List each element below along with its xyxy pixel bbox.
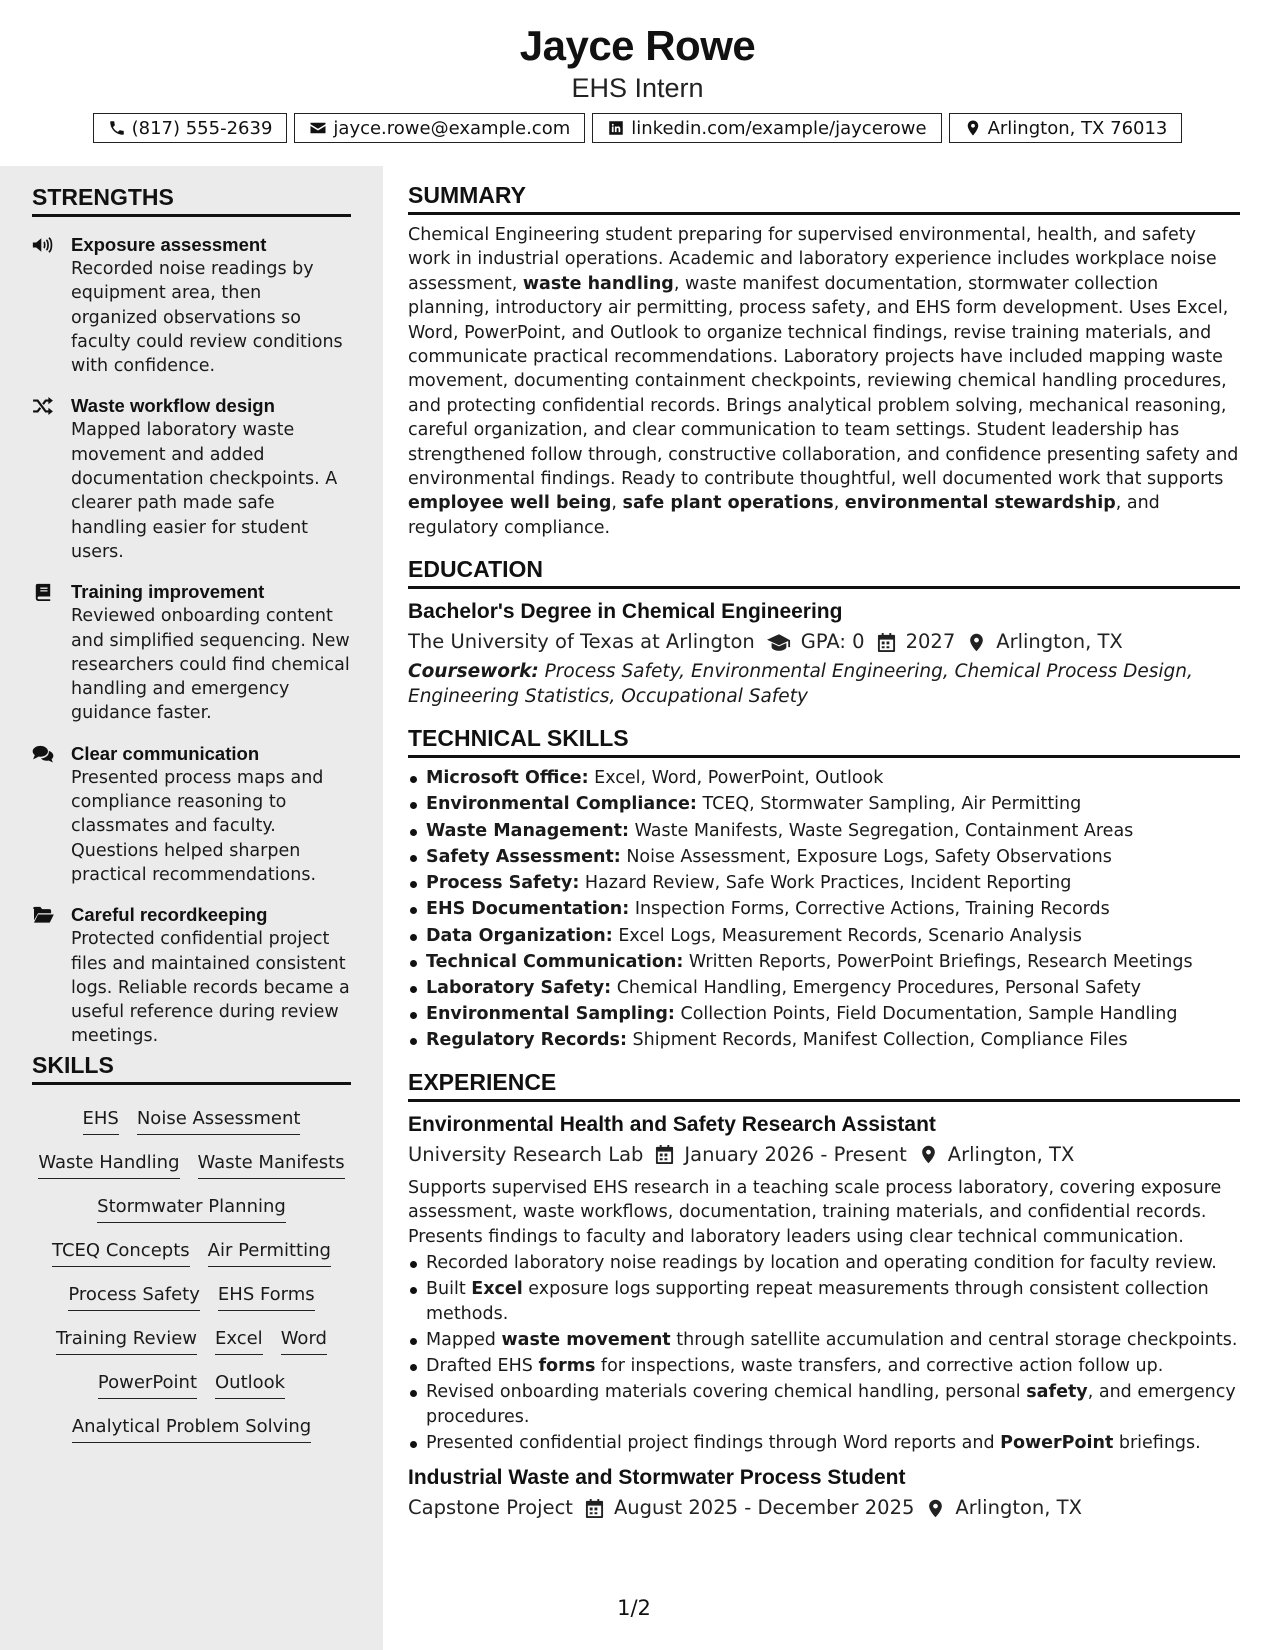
emphasis-text: Excel bbox=[471, 1279, 523, 1300]
contact-email[interactable] bbox=[294, 113, 585, 143]
contact-location-text: Arlington, TX 76013 bbox=[987, 117, 1168, 139]
strength-desc: Protected confidential project files and maintained consistent logs. Reliable records became a useful reference during review meetings. bbox=[71, 929, 350, 1047]
job-title: Industrial Waste and Stormwater Process Student bbox=[408, 1466, 906, 1490]
skill-tag: Process Safety bbox=[68, 1282, 200, 1311]
text-run: , bbox=[611, 493, 623, 514]
skill-category: Safety Assessment: bbox=[426, 846, 621, 867]
contact-linkedin[interactable] bbox=[592, 113, 941, 143]
job-location: Arlington, TX bbox=[947, 1142, 1075, 1166]
skill-values: Waste Manifests, Waste Segregation, Containment Areas bbox=[629, 820, 1134, 841]
school-location: Arlington, TX bbox=[996, 630, 1123, 654]
skill-category: Waste Management: bbox=[426, 820, 630, 841]
experience-heading: EXPERIENCE bbox=[408, 1069, 1240, 1102]
calendar-icon bbox=[877, 633, 896, 652]
sidebar bbox=[0, 166, 383, 1650]
technical-skills-heading: TECHNICAL SKILLS bbox=[408, 725, 1240, 758]
strengths-section bbox=[32, 184, 351, 1049]
text-run: , and regulatory compliance. bbox=[408, 493, 1160, 538]
text-run: Revised onboarding materials covering chemical handling, personal bbox=[426, 1382, 1027, 1403]
contact-email-text: jayce.rowe@example.com bbox=[333, 117, 571, 139]
skills-section bbox=[32, 1052, 351, 1443]
list-item bbox=[408, 1431, 1240, 1455]
skill-category: Data Organization: bbox=[426, 925, 613, 946]
skill-category: Technical Communication: bbox=[426, 951, 684, 972]
strength-title: Exposure assessment bbox=[71, 234, 267, 255]
skill-category: Regulatory Records: bbox=[426, 1030, 627, 1051]
calendar-icon bbox=[655, 1145, 674, 1164]
skill-values: TCEQ, Stormwater Sampling, Air Permitting bbox=[696, 794, 1082, 815]
volume-icon bbox=[32, 236, 54, 254]
skill-values: Noise Assessment, Exposure Logs, Safety Observations bbox=[620, 846, 1112, 867]
skill-tag: Training Review bbox=[56, 1326, 197, 1355]
text-run: exposure logs supporting repeat measurements through consistent collection methods. bbox=[426, 1279, 1209, 1324]
emphasis-text: environmental stewardship bbox=[844, 493, 1116, 514]
skill-tag: EHS Forms bbox=[218, 1282, 315, 1311]
text-run: , and emergency procedures. bbox=[426, 1382, 1236, 1427]
job-meta bbox=[408, 1140, 1240, 1170]
list-item bbox=[408, 950, 1240, 974]
coursework-list: Process Safety, Environmental Engineering, Chemical Process Design, Engineering Statistics, Occupational Safety bbox=[408, 661, 1193, 707]
skill-category: EHS Documentation: bbox=[426, 899, 630, 920]
text-run: , bbox=[833, 493, 845, 514]
skill-category: Process Safety: bbox=[426, 873, 580, 894]
folder-open-icon bbox=[32, 906, 54, 924]
strength-title: Careful recordkeeping bbox=[71, 904, 268, 926]
list-item bbox=[408, 845, 1240, 869]
list-item bbox=[408, 1028, 1240, 1052]
map-pin-icon bbox=[964, 119, 982, 137]
skill-values: Shipment Records, Manifest Collection, Compliance Files bbox=[626, 1030, 1128, 1051]
candidate-name: Jayce Rowe bbox=[519, 22, 756, 69]
degree-title: Bachelor's Degree in Chemical Engineering bbox=[408, 600, 843, 624]
page-number: 1/2 bbox=[617, 1596, 651, 1620]
book-icon bbox=[32, 583, 54, 601]
skill-tag: Air Permitting bbox=[208, 1238, 331, 1267]
emphasis-text: safe plant operations bbox=[622, 493, 834, 514]
job-title: Environmental Health and Safety Research Assistant bbox=[408, 1112, 936, 1136]
strength-item bbox=[32, 903, 351, 1048]
skills-tag-list bbox=[32, 1091, 351, 1443]
experience-section bbox=[408, 1069, 1240, 1523]
shuffle-icon bbox=[32, 397, 54, 415]
job-meta bbox=[408, 1493, 1240, 1523]
comments-icon bbox=[32, 745, 54, 763]
map-pin-icon bbox=[926, 1499, 945, 1518]
job-dates: August 2025 - December 2025 bbox=[613, 1496, 915, 1520]
text-run: Presented confidential project findings through Word reports and bbox=[426, 1432, 1001, 1453]
summary-heading: SUMMARY bbox=[408, 182, 1240, 215]
calendar-icon bbox=[585, 1499, 604, 1518]
strength-title: Waste workflow design bbox=[71, 395, 275, 417]
main-content bbox=[408, 166, 1240, 1523]
gpa: GPA: 0 bbox=[800, 630, 865, 654]
skill-category: Environmental Sampling: bbox=[426, 1004, 675, 1025]
list-item bbox=[408, 897, 1240, 921]
list-item bbox=[408, 819, 1240, 843]
list-item bbox=[408, 1277, 1240, 1326]
skill-category: Microsoft Office: bbox=[426, 768, 589, 789]
contact-phone[interactable] bbox=[93, 113, 288, 143]
list-item bbox=[408, 976, 1240, 1000]
job-location: Arlington, TX bbox=[955, 1496, 1082, 1520]
technical-skills-section bbox=[408, 725, 1240, 1052]
job-entry bbox=[408, 1110, 1240, 1455]
emphasis-text: waste handling bbox=[522, 273, 674, 294]
skill-values: Chemical Handling, Emergency Procedures, Personal Safety bbox=[611, 977, 1141, 998]
technical-skills-list bbox=[408, 766, 1240, 1052]
skill-tag: Waste Handling bbox=[38, 1150, 179, 1179]
resume-header bbox=[0, 0, 1275, 166]
list-item bbox=[408, 1354, 1240, 1378]
skill-tag: Outlook bbox=[215, 1370, 285, 1399]
strength-item bbox=[32, 742, 351, 887]
skill-values: Hazard Review, Safe Work Practices, Incident Reporting bbox=[579, 873, 1072, 894]
job-org: Capstone Project bbox=[408, 1496, 573, 1520]
text-run: Drafted EHS bbox=[426, 1355, 539, 1376]
job-entry bbox=[408, 1463, 1240, 1523]
map-pin-icon bbox=[967, 633, 986, 652]
list-item bbox=[408, 1251, 1240, 1275]
skill-tag: Stormwater Planning bbox=[97, 1194, 286, 1223]
strengths-heading: STRENGTHS bbox=[32, 184, 351, 217]
summary-section bbox=[408, 182, 1240, 540]
emphasis-text: employee well being bbox=[408, 493, 612, 514]
text-run: for inspections, waste transfers, and corrective action follow up. bbox=[595, 1355, 1164, 1376]
contact-phone-text: (817) 555-2639 bbox=[131, 117, 273, 139]
text-run: Built bbox=[426, 1279, 472, 1300]
education-section bbox=[408, 556, 1240, 709]
linkedin-icon bbox=[607, 119, 625, 137]
skill-values: Inspection Forms, Corrective Actions, Training Records bbox=[629, 899, 1110, 920]
coursework-label: Coursework: bbox=[408, 661, 539, 683]
skill-tag: PowerPoint bbox=[98, 1370, 197, 1399]
education-meta bbox=[408, 627, 1240, 657]
text-run: , waste manifest documentation, stormwater collection planning, introductory air permitting, process safety, and EHS form development. Uses Excel, Word, PowerPoint, and Outlook to organize technical findings, revise training materials, and communicate practical recommendations. Laboratory projects have included mapping waste movement, documenting containment checkpoints, reviewing chemical handling procedures, and protecting confidential records. Brings analytical problem solving, mechanical reasoning, careful organization, and clear communication to team settings. Student leadership has strengthened follow through, constructive collaboration, and confidence presenting safety and environmental findings. Ready to contribute thoughtful, well documented work that supports bbox=[408, 273, 1239, 490]
strength-item bbox=[32, 580, 351, 725]
strength-title: Training improvement bbox=[71, 581, 265, 603]
list-item bbox=[408, 1380, 1240, 1429]
skill-tag: Analytical Problem Solving bbox=[72, 1414, 311, 1443]
skill-tag: Noise Assessment bbox=[137, 1106, 301, 1135]
list-item bbox=[408, 924, 1240, 948]
skill-tag: EHS bbox=[83, 1106, 119, 1135]
contact-location bbox=[949, 113, 1183, 143]
contact-bar bbox=[0, 113, 1275, 143]
skill-values: Written Reports, PowerPoint Briefings, Research Meetings bbox=[683, 951, 1193, 972]
emphasis-text: PowerPoint bbox=[1000, 1432, 1114, 1453]
candidate-role: EHS Intern bbox=[571, 73, 704, 103]
job-summary: Supports supervised EHS research in a teaching scale process laboratory, covering exposure assessment, waste workflows, documentation, training materials, and confidential records. Presents findings to faculty and laboratory leaders using clear technical communication. bbox=[408, 1177, 1222, 1247]
skill-category: Laboratory Safety: bbox=[426, 977, 612, 998]
skill-values: Excel, Word, PowerPoint, Outlook bbox=[588, 768, 884, 789]
skill-values: Collection Points, Field Documentation, Sample Handling bbox=[674, 1004, 1178, 1025]
school-name: The University of Texas at Arlington bbox=[408, 630, 755, 654]
skill-tag: Excel bbox=[215, 1326, 263, 1355]
skill-tag: Waste Manifests bbox=[198, 1150, 345, 1179]
text-run: Recorded laboratory noise readings by location and operating condition for faculty review. bbox=[426, 1252, 1217, 1273]
strength-item bbox=[32, 233, 351, 378]
skill-values: Excel Logs, Measurement Records, Scenario Analysis bbox=[612, 925, 1082, 946]
skill-tag: Word bbox=[281, 1326, 327, 1355]
strength-desc: Mapped laboratory waste movement and added documentation checkpoints. A clearer path made safe handling easier for student users. bbox=[71, 420, 338, 562]
graduation-year: 2027 bbox=[905, 630, 956, 654]
text-run: briefings. bbox=[1113, 1432, 1201, 1453]
education-heading: EDUCATION bbox=[408, 556, 1240, 589]
phone-icon bbox=[108, 119, 126, 137]
strength-desc: Reviewed onboarding content and simplified sequencing. New researchers could find chemical handling and emergency guidance faster. bbox=[71, 606, 350, 724]
strength-item bbox=[32, 394, 351, 564]
list-item bbox=[408, 1002, 1240, 1026]
job-bullets bbox=[408, 1251, 1240, 1455]
emphasis-text: safety bbox=[1026, 1382, 1088, 1403]
text-run: Chemical Engineering student preparing for supervised environmental, health, and safety work in industrial operations. Academic and laboratory experience includes workplace noise assessment, bbox=[408, 225, 1217, 294]
emphasis-text: waste movement bbox=[501, 1329, 671, 1350]
map-pin-icon bbox=[919, 1145, 938, 1164]
envelope-icon bbox=[309, 119, 327, 137]
list-item bbox=[408, 792, 1240, 816]
list-item bbox=[408, 871, 1240, 895]
strength-desc: Presented process maps and compliance reasoning to classmates and faculty. Questions helped sharpen practical recommendations. bbox=[71, 767, 324, 885]
text-run: through satellite accumulation and central storage checkpoints. bbox=[670, 1329, 1238, 1350]
contact-linkedin-text: linkedin.com/example/jaycerowe bbox=[631, 117, 927, 139]
strength-title: Clear communication bbox=[71, 742, 260, 764]
skill-tag: TCEQ Concepts bbox=[52, 1238, 190, 1267]
coursework bbox=[408, 660, 1240, 709]
list-item bbox=[408, 1328, 1240, 1352]
strength-desc: Recorded noise readings by equipment area, then organized observations so faculty could review conditions with confidence. bbox=[71, 259, 343, 377]
skills-heading: SKILLS bbox=[32, 1052, 351, 1085]
text-run: Mapped bbox=[426, 1329, 502, 1350]
skill-category: Environmental Compliance: bbox=[426, 794, 697, 815]
job-dates: January 2026 - Present bbox=[684, 1142, 907, 1166]
graduation-cap-icon bbox=[767, 633, 791, 652]
summary-text bbox=[408, 223, 1240, 540]
job-org: University Research Lab bbox=[408, 1142, 644, 1166]
list-item bbox=[408, 766, 1240, 790]
emphasis-text: forms bbox=[538, 1355, 596, 1376]
